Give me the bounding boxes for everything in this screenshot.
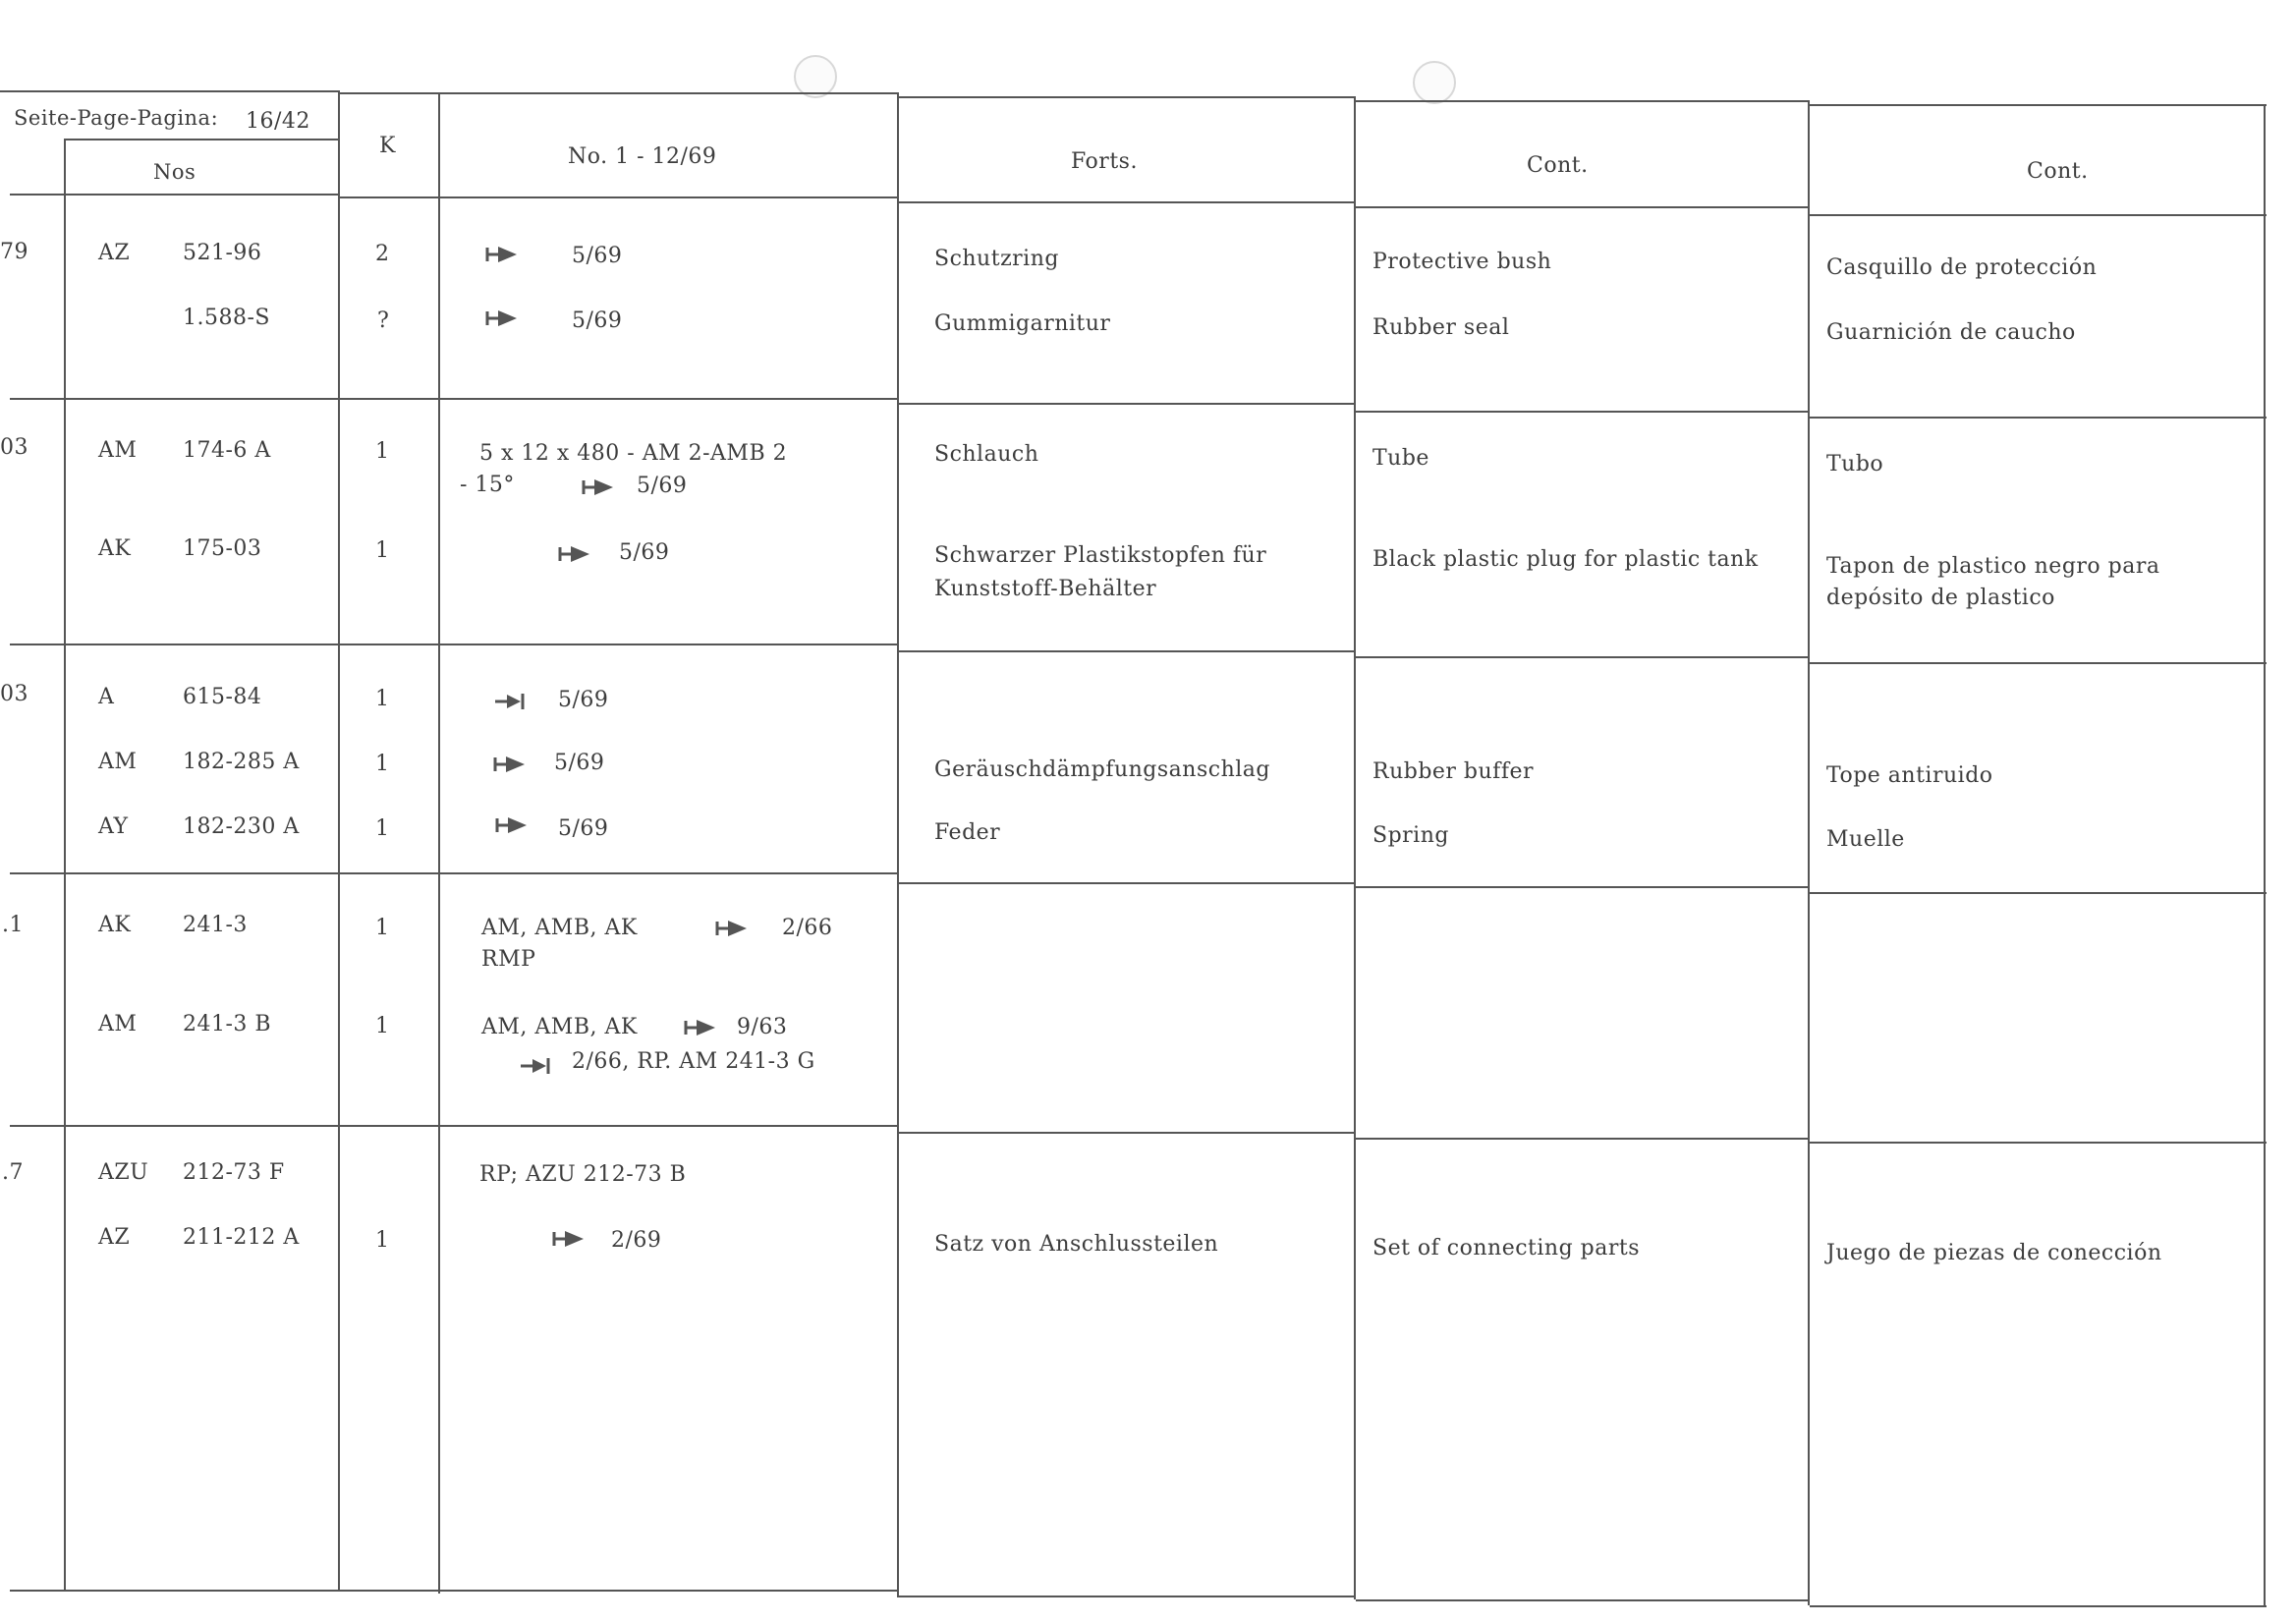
- section-ref: .7: [2, 1160, 24, 1185]
- section-divider: [1810, 892, 2267, 894]
- desc-spanish: Tapon de plastico negro para: [1826, 554, 2160, 579]
- section-divider: [10, 398, 899, 400]
- column-divider: [1354, 96, 1356, 1599]
- header-bottom-border: [339, 196, 899, 198]
- part-number: 211-212 A: [183, 1225, 300, 1250]
- spec-line: RMP: [481, 947, 536, 972]
- part-number: 241-3: [183, 913, 248, 937]
- spanish-col-header: Cont.: [2027, 159, 2089, 184]
- quantity: 1: [375, 916, 390, 940]
- desc-spanish: Juego de piezas de conección: [1826, 1241, 2162, 1265]
- replaced-arrow-icon: [558, 544, 591, 564]
- part-number: 175-03: [183, 536, 262, 561]
- part-number: 241-3 B: [183, 1012, 272, 1036]
- quantity: 1: [375, 752, 390, 776]
- change-date: 5/69: [558, 816, 609, 841]
- header-bottom-border: [10, 194, 339, 196]
- desc-german: Kunststoff-Behälter: [934, 577, 1157, 601]
- desc-german: Schutzring: [934, 247, 1059, 271]
- section-divider: [1356, 411, 1810, 413]
- spec-line: - 15°: [460, 473, 515, 497]
- part-prefix: AZU: [98, 1160, 149, 1185]
- desc-spanish: Tubo: [1826, 452, 1884, 476]
- header-bottom-border: [1356, 206, 1810, 208]
- table-bottom-border: [1356, 1599, 1810, 1601]
- part-prefix: A: [98, 685, 115, 709]
- desc-english: Black plastic plug for plastic tank: [1372, 547, 1759, 572]
- range-header: No. 1 - 12/69: [568, 144, 717, 169]
- replaced-arrow-icon: [485, 308, 519, 328]
- spec-line: AM, AMB, AK: [481, 916, 638, 940]
- section-divider: [1356, 656, 1810, 658]
- desc-german: Gummigarnitur: [934, 311, 1111, 336]
- section-ref: 03: [0, 435, 28, 460]
- replaced-arrow-icon: [485, 245, 519, 264]
- table-bottom-border: [1810, 1605, 2267, 1607]
- section-divider: [10, 644, 899, 645]
- part-prefix: AY: [98, 814, 129, 839]
- quantity: 1: [375, 1228, 390, 1253]
- section-divider: [1356, 886, 1810, 888]
- desc-german: Geräuschdämpfungsanschlag: [934, 757, 1270, 782]
- column-divider: [2264, 104, 2266, 1607]
- introduced-arrow-icon: [493, 692, 527, 711]
- table-top-border: [1356, 100, 1810, 102]
- section-divider: [1810, 662, 2267, 664]
- replaced-arrow-icon: [582, 477, 615, 497]
- table-top-border: [899, 96, 1356, 98]
- table-top-border: [1810, 104, 2267, 106]
- desc-spanish: Muelle: [1826, 827, 1905, 852]
- part-number: 174-6 A: [183, 438, 271, 463]
- section-divider: [10, 1125, 899, 1127]
- part-number: 182-285 A: [183, 750, 300, 774]
- column-divider: [438, 92, 440, 1594]
- punch-hole-right: [1413, 61, 1456, 104]
- replaced-arrow-icon: [495, 815, 529, 835]
- part-prefix: AM: [98, 438, 138, 463]
- section-divider: [1810, 417, 2267, 419]
- quantity: 1: [375, 816, 390, 841]
- replaced-arrow-icon: [715, 919, 749, 938]
- part-prefix: AK: [98, 536, 132, 561]
- spec-line: AM, AMB, AK: [481, 1015, 638, 1039]
- section-divider: [899, 882, 1356, 884]
- desc-english: Set of connecting parts: [1372, 1236, 1641, 1260]
- table-bottom-border: [899, 1596, 1356, 1597]
- part-prefix: AM: [98, 1012, 138, 1036]
- section-divider: [899, 650, 1356, 652]
- part-number: 521-96: [183, 241, 262, 265]
- part-number: 615-84: [183, 685, 262, 709]
- header-bottom-border: [1810, 214, 2267, 216]
- header-sub-border: [65, 139, 340, 140]
- section-divider: [899, 1132, 1356, 1134]
- column-divider: [897, 94, 899, 1597]
- spec-line: RP; AZU 212-73 B: [479, 1162, 687, 1187]
- desc-english: Spring: [1372, 823, 1449, 848]
- quantity: 1: [375, 687, 390, 711]
- change-date: 5/69: [572, 244, 623, 268]
- k-header: K: [379, 134, 396, 158]
- desc-spanish: Casquillo de protección: [1826, 255, 2098, 280]
- part-prefix: AZ: [98, 241, 131, 265]
- desc-german: Feder: [934, 820, 1001, 845]
- nos-header: Nos: [153, 160, 196, 184]
- table-bottom-border: [10, 1590, 899, 1592]
- header-bottom-border: [899, 201, 1356, 203]
- desc-spanish: depósito de plastico: [1826, 586, 2055, 610]
- table-top-border: [339, 92, 899, 94]
- column-divider: [338, 90, 340, 1592]
- desc-english: Rubber buffer: [1372, 759, 1535, 784]
- section-ref: 79: [0, 240, 28, 264]
- change-date: 2/66: [782, 916, 833, 940]
- part-prefix: AZ: [98, 1225, 131, 1250]
- quantity: 2: [375, 242, 390, 266]
- german-col-header: Forts.: [1071, 149, 1138, 174]
- section-divider: [1356, 1138, 1810, 1140]
- introduced-arrow-icon: [519, 1056, 552, 1076]
- quantity: 1: [375, 439, 390, 464]
- replaced-arrow-icon: [493, 755, 527, 774]
- table-top-border: [0, 90, 339, 92]
- replaced-arrow-icon: [552, 1229, 586, 1249]
- desc-german: Satz von Anschlussteilen: [934, 1232, 1219, 1257]
- section-divider: [899, 403, 1356, 405]
- part-number: 182-230 A: [183, 814, 300, 839]
- section-ref: .1: [2, 913, 24, 937]
- change-date: 5/69: [637, 474, 688, 498]
- part-number: 1.588-S: [183, 306, 270, 330]
- quantity: ?: [377, 308, 390, 333]
- desc-german: Schwarzer Plastikstopfen für: [934, 543, 1267, 568]
- section-divider: [1810, 1142, 2267, 1144]
- change-date: 9/63: [737, 1015, 788, 1039]
- part-number: 212-73 F: [183, 1160, 285, 1185]
- replaced-arrow-icon: [684, 1018, 717, 1037]
- page-number: 16/42: [246, 109, 310, 134]
- change-date: 5/69: [558, 688, 609, 712]
- column-divider: [64, 139, 66, 1591]
- desc-english: Rubber seal: [1372, 315, 1510, 340]
- english-col-header: Cont.: [1527, 153, 1589, 178]
- quantity: 1: [375, 1014, 390, 1038]
- column-divider: [1808, 100, 1810, 1605]
- spec-line: 5 x 12 x 480 - AM 2-AMB 2: [479, 441, 788, 466]
- section-ref: 03: [0, 682, 28, 706]
- part-prefix: AM: [98, 750, 138, 774]
- section-divider: [10, 872, 899, 874]
- part-prefix: AK: [98, 913, 132, 937]
- change-date: 5/69: [619, 540, 670, 565]
- desc-spanish: Tope antiruido: [1826, 763, 1993, 788]
- change-date: 5/69: [554, 751, 605, 775]
- change-date: 5/69: [572, 308, 623, 333]
- desc-spanish: Guarnición de caucho: [1826, 320, 2076, 345]
- quantity: 1: [375, 538, 390, 563]
- page-label: Seite-Page-Pagina:: [14, 106, 219, 130]
- desc-english: Tube: [1372, 446, 1429, 471]
- spec-line: 2/66, RP. AM 241-3 G: [572, 1049, 815, 1074]
- desc-english: Protective bush: [1372, 250, 1552, 274]
- change-date: 2/69: [611, 1228, 662, 1253]
- desc-german: Schlauch: [934, 442, 1039, 467]
